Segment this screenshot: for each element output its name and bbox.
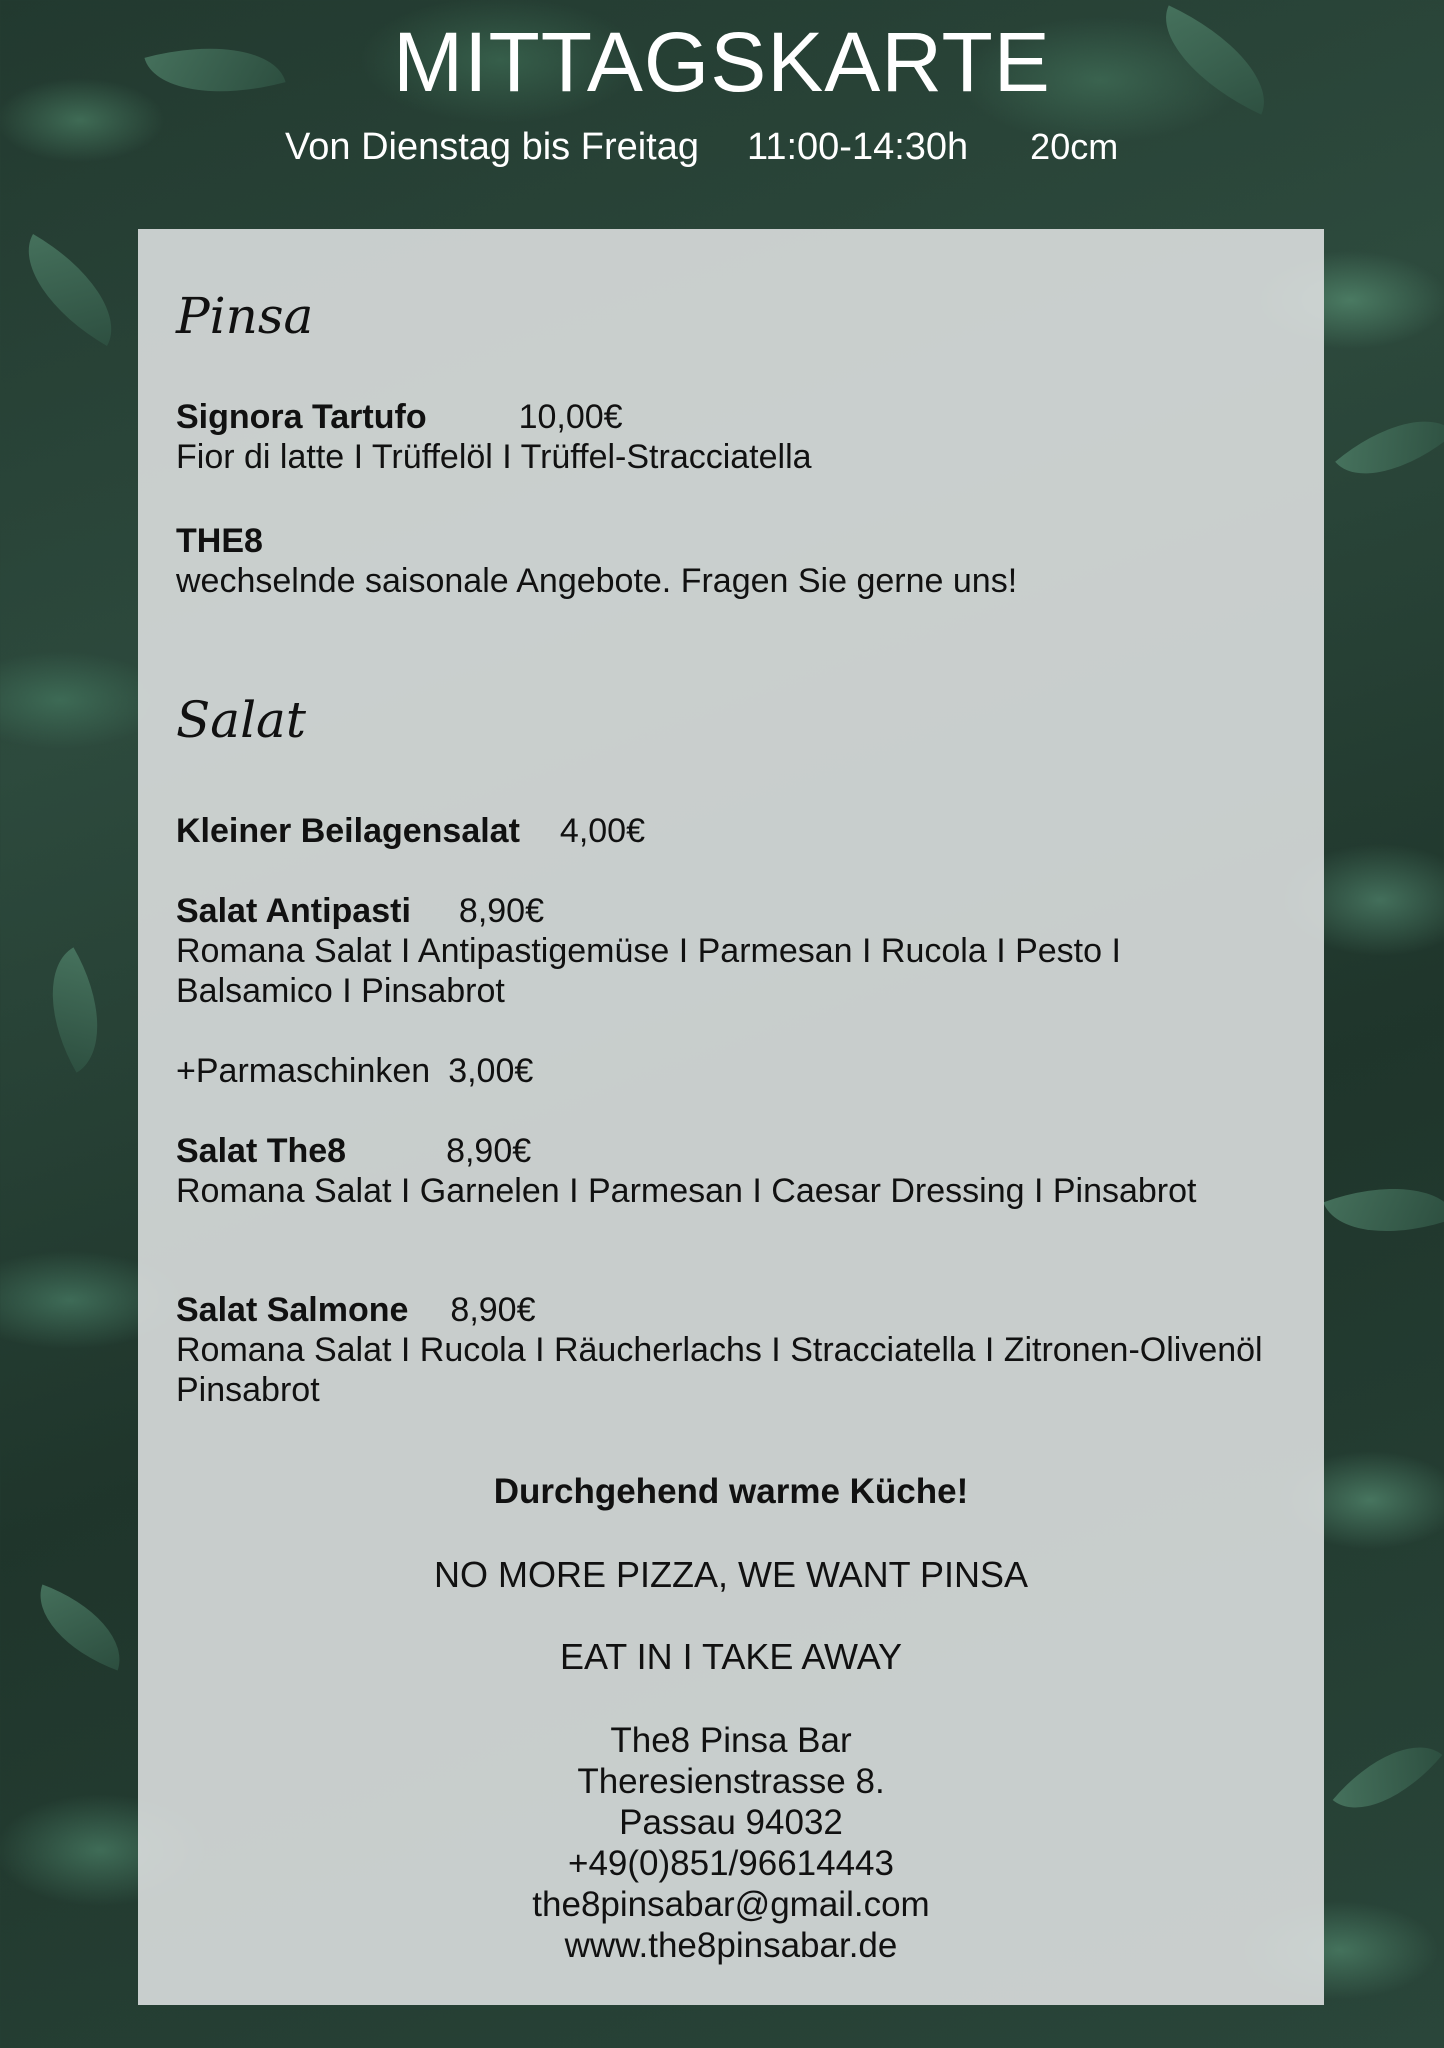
item-name: Signora Tartufo [176,398,427,436]
header-subtitle [285,126,1118,169]
opening-hours: 11:00-14:30h [747,126,969,168]
menu-panel [138,229,1324,2005]
item-name: THE8 [176,522,263,560]
leaf-decoration [24,1585,137,1671]
item-description: Romana Salat I Garnelen I Parmesan I Caesar Dressing I Pinsabrot [176,1172,1197,1210]
slogan: NO MORE PIZZA, WE WANT PINSA [433,1554,1029,1595]
leaf-decoration [3,234,137,346]
menu-item [176,1290,1263,1410]
eat-in-take-away: EAT IN I TAKE AWAY [559,1636,903,1677]
leaf-decoration [1323,1161,1444,1258]
contact-phone[interactable]: +49(0)851/96614443 [568,1844,894,1883]
menu-item [176,1051,533,1091]
item-description: Romana Salat I Rucola I Räucherlachs I Stracciatella I Zitronen-Olivenöl [176,1331,1263,1369]
item-name: Salat The8 [176,1132,347,1170]
item-description: Balsamico I Pinsabrot [176,972,505,1010]
item-price: 8,90€ [446,1132,532,1170]
item-price: 3,00€ [448,1052,534,1090]
menu-item [176,521,1017,601]
item-name: Kleiner Beilagensalat [176,812,520,850]
leaf-decoration [1335,391,1444,504]
menu-item [176,811,645,851]
menu-item [176,1131,1196,1211]
item-description: Fior di latte I Trüffelöl I Trüffel-Stracciatella [176,438,812,476]
item-name: Salat Salmone [176,1291,409,1329]
contact-name: The8 Pinsa Bar [610,1721,852,1760]
section-title-salat: Salat [176,691,306,749]
contact-city: Passau 94032 [619,1803,843,1842]
item-description: wechselnde saisonale Angebote. Fragen Sie gerne uns! [176,562,1018,600]
item-price: 4,00€ [559,812,646,850]
item-description: Romana Salat I Antipastigemüse I Parmesan I Rucola I Pesto I [176,932,1121,970]
item-description: Pinsabrot [176,1371,320,1409]
item-price: 10,00€ [518,398,623,436]
leaf-decoration [22,947,129,1072]
contact-street: Theresienstrasse 8. [577,1762,885,1801]
item-price: 8,90€ [450,1291,536,1329]
item-name: Salat Antipasti [176,892,411,930]
contact-website[interactable]: www.the8pinsabar.de [564,1926,898,1965]
warm-kitchen-note: Durchgehend warme Küche! [493,1472,969,1511]
menu-item [176,891,1121,1011]
pinsa-size: 20cm [1030,126,1119,167]
leaf-decoration [1333,1720,1443,1836]
section-title-pinsa: Pinsa [176,287,314,345]
item-name: +Parmaschinken [176,1052,431,1090]
opening-days: Von Dienstag bis Freitag [285,126,700,168]
menu-item [176,397,812,477]
contact-email[interactable]: the8pinsabar@gmail.com [532,1885,930,1924]
page-title: MITTAGSKARTE [393,15,1051,109]
item-price: 8,90€ [458,892,544,930]
